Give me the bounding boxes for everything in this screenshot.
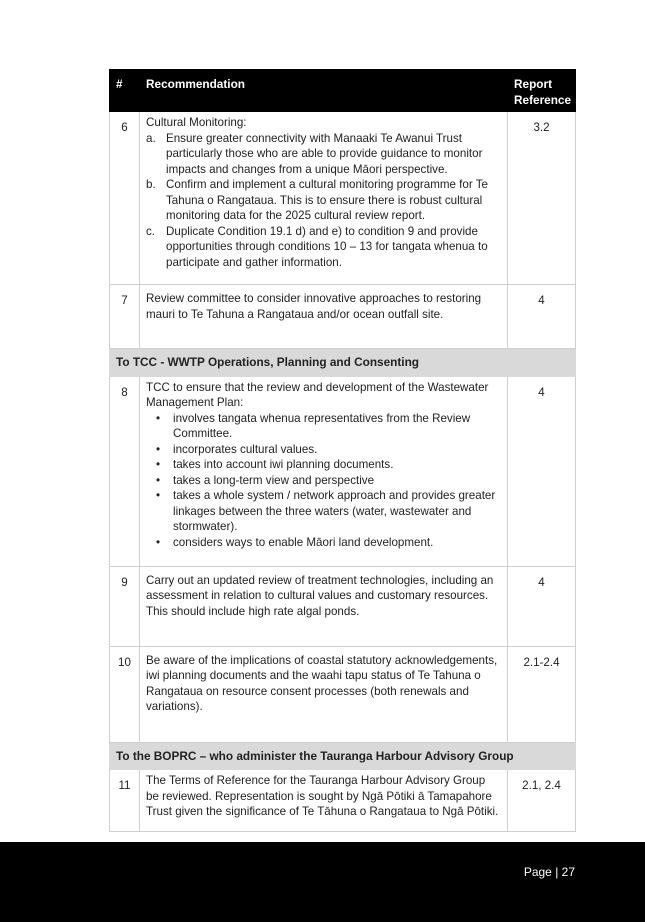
report-reference: 3.2	[508, 112, 576, 285]
list-item: c. Duplicate Condition 19.1 d) and e) to condition 9 and provide opportunities through conditions 10 – 13 for tangata whenua to participate and gather information.	[146, 224, 488, 269]
list-item: b. Confirm and implement a cultural monitoring programme for Te Tahuna o Rangataua. This is to ensure there is robust cultural monitoring data for the 2025 cultural review report.	[146, 178, 488, 222]
section-heading: To the BOPRC – who administer the Tauranga Harbour Advisory Group	[110, 742, 576, 770]
recommendation-list	[146, 131, 501, 271]
table-row	[110, 376, 576, 566]
recommendation-cell: Be aware of the implications of coastal statutory acknowledgements, iwi planning documents and the waahi tapu status of Te Tahuna o Rangataua on resource consent processes (both renewals and variations).	[140, 646, 508, 742]
recommendation-intro: TCC to ensure that the review and development of the Wastewater Management Plan:	[146, 380, 489, 409]
page-number: Page | 27	[523, 865, 575, 879]
recommendation-bullets	[146, 411, 501, 551]
report-reference: 4	[508, 376, 576, 566]
recommendations-table	[109, 69, 576, 832]
list-item: • takes a long-term view and perspective	[156, 473, 375, 487]
table-row	[110, 770, 576, 832]
header-ref-line1: Report	[514, 77, 553, 91]
row-number: 8	[110, 376, 140, 566]
table-row	[110, 646, 576, 742]
recommendation-cell: The Terms of Reference for the Tauranga Harbour Advisory Group be reviewed. Representation is sought by Ngā Pōtiki ā Tamapahore Trust given the significance of Te Tāhuna o Rangataua to Ngā Pōtiki.	[140, 770, 508, 832]
recommendation-cell	[140, 112, 508, 285]
table-header-row	[110, 70, 576, 112]
recommendation-intro: Cultural Monitoring:	[146, 116, 247, 129]
section-heading: To TCC - WWTP Operations, Planning and Consenting	[110, 349, 576, 377]
row-number: 6	[110, 112, 140, 285]
row-number: 9	[110, 566, 140, 646]
header-number: #	[110, 70, 140, 112]
table-row	[110, 112, 576, 285]
page-footer	[0, 842, 645, 922]
report-reference: 4	[508, 566, 576, 646]
header-recommendation: Recommendation	[140, 70, 508, 112]
list-item: • takes into account iwi planning documents.	[156, 458, 394, 471]
recommendation-cell: Carry out an updated review of treatment technologies, including an assessment in relation to cultural values and customary resources. This should include high rate algal ponds.	[140, 566, 508, 646]
table-row	[110, 566, 576, 646]
report-reference: 4	[508, 285, 576, 349]
section-heading-row	[110, 742, 576, 770]
row-number: 11	[110, 770, 140, 832]
report-reference: 2.1, 2.4	[508, 770, 576, 832]
header-report-reference	[508, 70, 576, 112]
report-reference: 2.1-2.4	[508, 646, 576, 742]
section-heading-row	[110, 349, 576, 377]
recommendation-cell	[140, 376, 508, 566]
recommendation-cell: Review committee to consider innovative approaches to restoring mauri to Te Tahuna a Rangataua and/or ocean outfall site.	[140, 285, 508, 349]
list-item: • takes a whole system / network approach and provides greater linkages between the three waters (water, wastewater and stormwater).	[156, 489, 496, 533]
list-item: • involves tangata whenua representatives from the Review Committee.	[156, 411, 471, 440]
list-item: • considers ways to enable Māori land development.	[156, 535, 434, 549]
table-row	[110, 285, 576, 349]
list-item: a. Ensure greater connectivity with Manaaki Te Awanui Trust particularly those who are able to provide guidance to monitor impacts and changes from a unique Māori perspective.	[146, 131, 483, 176]
list-item: • incorporates cultural values.	[156, 442, 318, 456]
header-ref-line2: Reference	[514, 93, 572, 107]
row-number: 7	[110, 285, 140, 349]
row-number: 10	[110, 646, 140, 742]
